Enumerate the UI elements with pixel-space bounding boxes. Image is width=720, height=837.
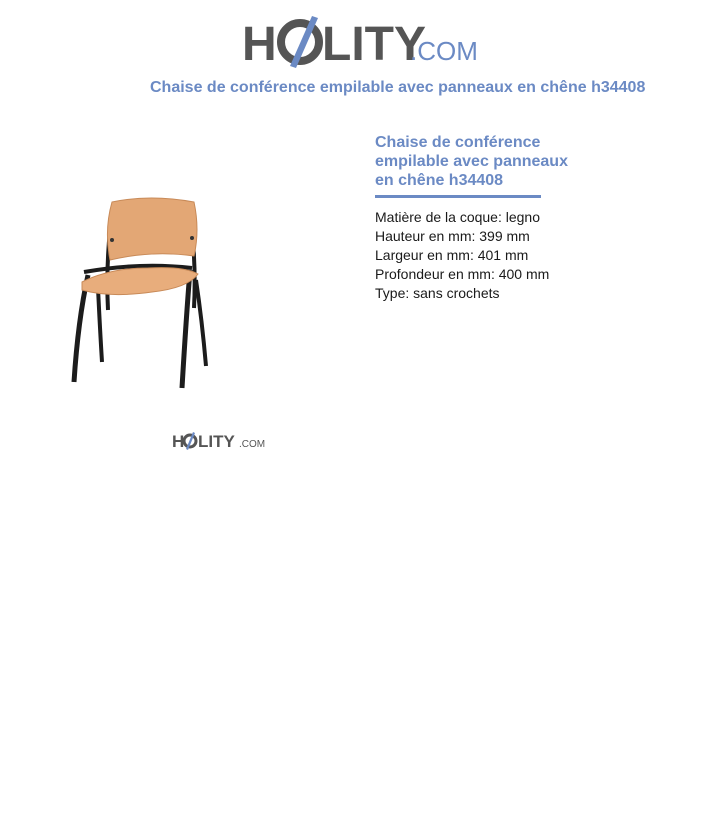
svg-text:H: H — [172, 432, 185, 451]
logo-o-mark — [281, 16, 319, 68]
spec-item: Profondeur en mm: 400 mm — [375, 266, 550, 282]
product-details — [375, 133, 675, 303]
spec-item: Matière de la coque: legno — [375, 209, 541, 225]
svg-text:.COM: .COM — [239, 439, 266, 450]
product-title: Chaise de conférence empilable avec panneaux en chêne h34408 — [375, 134, 568, 189]
svg-text:LITY: LITY — [198, 432, 235, 451]
svg-text:H: H — [242, 18, 277, 70]
spec-item: Type: sans crochets — [375, 285, 500, 301]
holity-logo[interactable] — [240, 10, 490, 70]
page-title: Chaise de conférence empilable avec panneaux en chêne h34408 — [150, 79, 646, 96]
svg-text:.COM: .COM — [410, 36, 478, 66]
spec-item: Hauteur en mm: 399 mm — [375, 228, 530, 244]
stacking-chair-icon — [60, 190, 220, 400]
title-divider — [375, 195, 541, 198]
spec-list — [375, 208, 675, 303]
svg-text:LITY: LITY — [322, 18, 426, 70]
holity-watermark — [172, 428, 272, 452]
spec-item: Largeur en mm: 401 mm — [375, 247, 529, 263]
